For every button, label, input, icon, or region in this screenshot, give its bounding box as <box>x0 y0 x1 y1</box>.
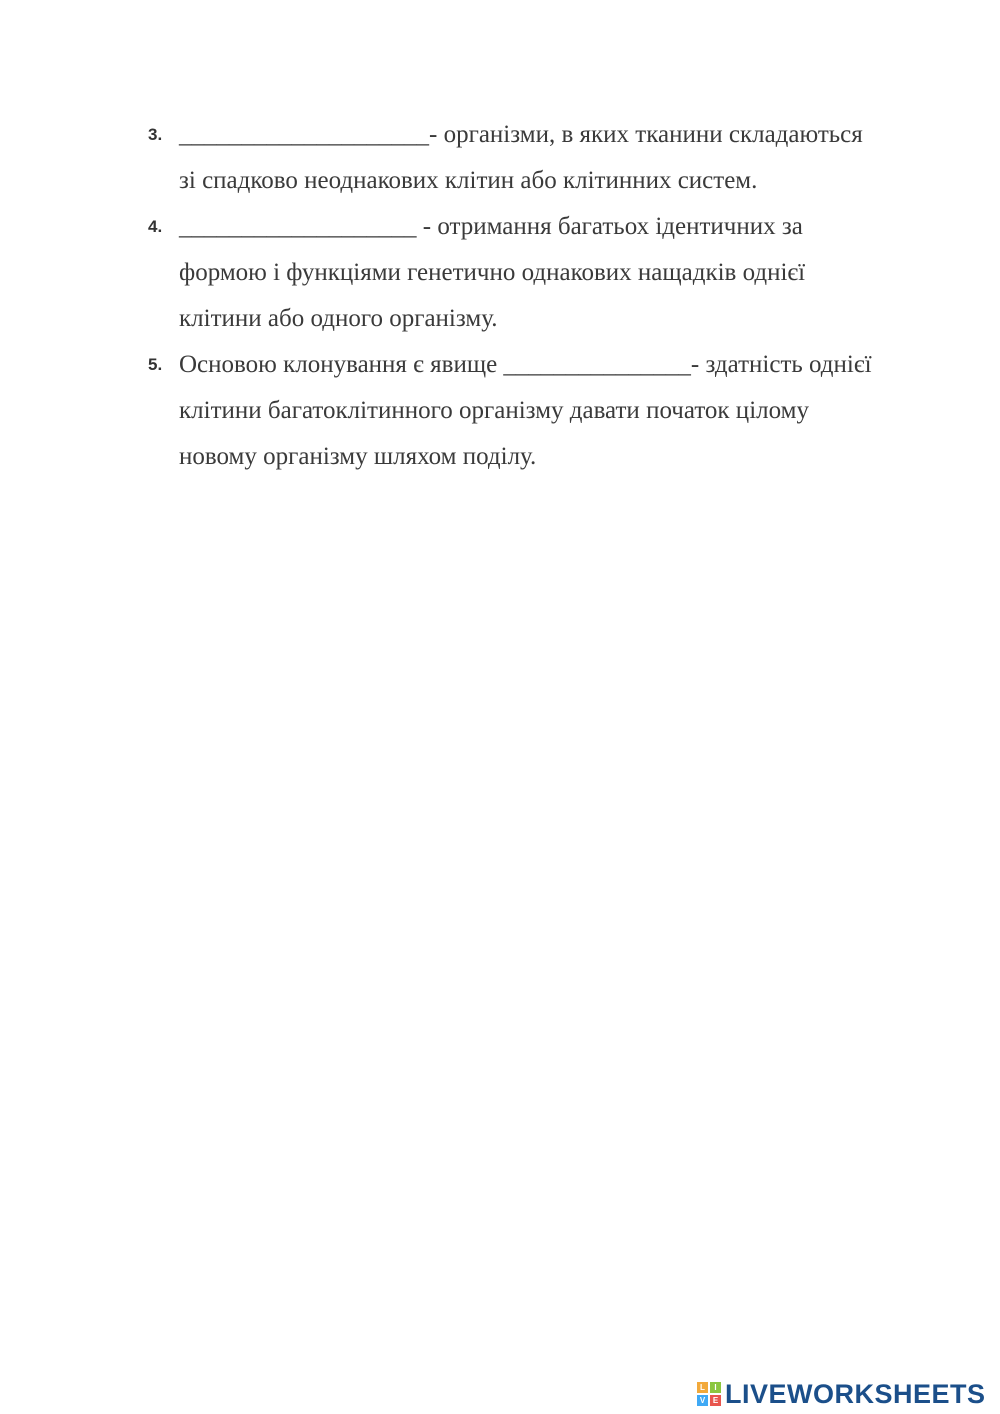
question-number: 3. <box>148 125 163 144</box>
watermark-text: LIVEWORKSHEETS <box>725 1378 986 1409</box>
question-line: клітини багатоклітинного організму давати початок цілому <box>179 397 809 424</box>
question-number: 4. <box>148 217 163 236</box>
question-line: ___________________ - отримання багатьох ідентичних за <box>179 213 803 240</box>
liveworksheets-watermark <box>697 1374 986 1414</box>
question-line: формою і функціями генетично однакових нащадків однієї <box>179 259 806 286</box>
logo-letter: E <box>710 1395 721 1406</box>
logo-letter: V <box>697 1395 708 1406</box>
question-text <box>179 204 949 342</box>
question-line: ____________________- організми, в яких тканини складаються <box>179 121 863 148</box>
liveworksheets-logo-icon <box>697 1382 721 1406</box>
question-line: зі спадково неоднакових клітин або клітинних систем. <box>179 167 758 194</box>
question-line: новому організму шляхом поділу. <box>179 443 537 470</box>
question-line: клітини або одного організму. <box>179 305 498 332</box>
logo-letter: I <box>710 1382 721 1393</box>
question-line: Основою клонування є явище _______________- здатність однієї <box>179 351 872 378</box>
question-number: 5. <box>148 355 163 374</box>
logo-letter: L <box>697 1382 708 1393</box>
question-text <box>179 112 949 204</box>
question-text <box>179 342 949 480</box>
